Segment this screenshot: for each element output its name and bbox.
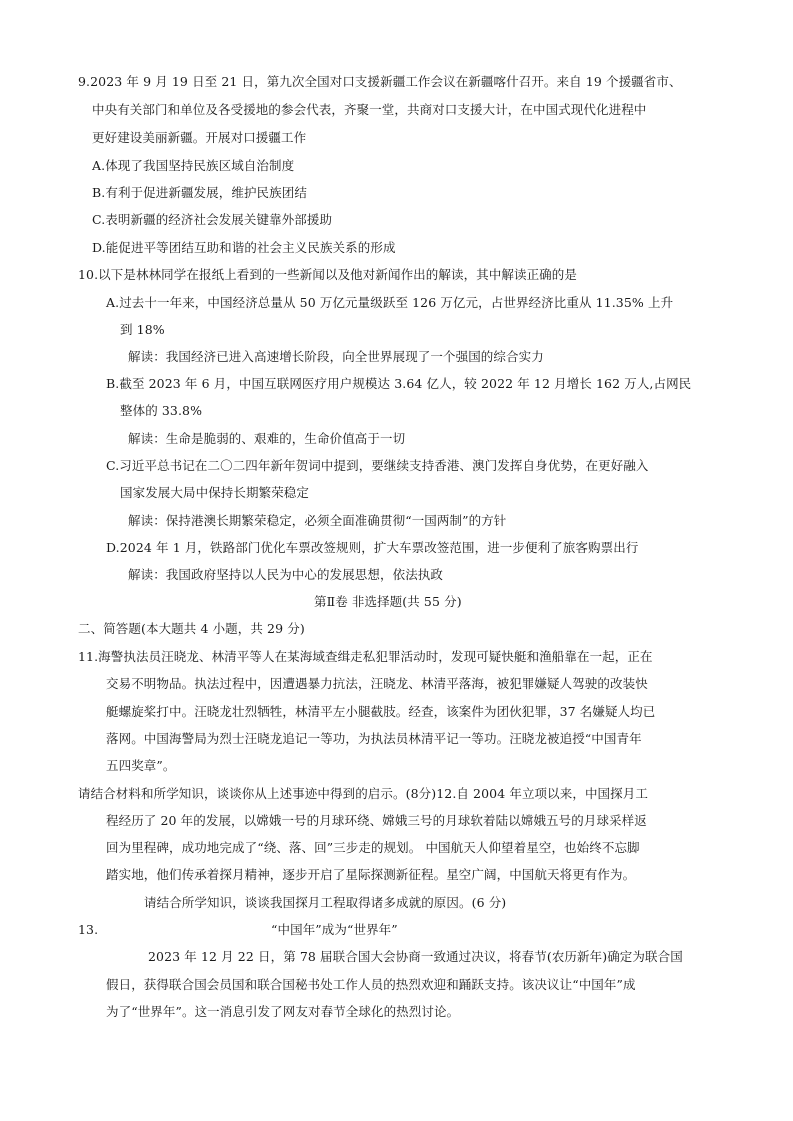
q9-option-c: C.表明新疆的经济社会发展关键靠外部援助	[92, 212, 333, 227]
part2-title: 第Ⅱ卷 非选择题(共 55 分)	[314, 594, 462, 609]
q13-line-2: 假日，获得联合国会员国和联合国秘书处工作人员的热烈欢迎和踊跃支持。该决议让“中国年”成	[106, 977, 636, 992]
q10-option-d: D.2024 年 1 月，铁路部门优化车票改签规则，扩大车票改签范围，进一步便利了旅客购票出行	[106, 540, 639, 555]
q10-option-d-note: 解读：我国政府坚持以人民为中心的发展思想，依法执政	[128, 567, 444, 582]
q12-question: 请结合所学知识，谈谈我国探月工程取得诸多成就的原因。(6 分)	[144, 895, 507, 910]
q9-option-a: A.体现了我国坚持民族区域自治制度	[92, 158, 295, 173]
q10-option-a-line-2: 到 18%	[120, 322, 165, 337]
q13-line-3: 为了“世界年”。这一消息引发了网友对春节全球化的热烈讨论。	[106, 1004, 460, 1019]
q10-option-b-line-1: B.截至 2023 年 6 月，中国互联网医疗用户规模达 3.64 亿人，较 2022 年 12 月增长 162 万人,占网民	[106, 376, 692, 391]
q10-option-c-line-2: 国家发展大局中保持长期繁荣稳定	[120, 485, 310, 500]
q10-option-c-line-1: C.习近平总书记在二〇二四年新年贺词中提到，要继续支持香港、澳门发挥自身优势，在更好融入	[106, 458, 649, 473]
q11-line-2: 交易不明物品。执法过程中，因遭遇暴力抗法，汪晓龙、林清平落海，被犯罪嫌疑人驾驶的改装快	[106, 676, 648, 691]
q10-option-b-line-2: 整体的 33.8%	[120, 403, 203, 418]
q11-line-3: 艇螺旋桨打中。汪晓龙壮烈牺牲，林清平左小腿截肢。经查，该案件为团伙犯罪，37 名嫌疑人均已	[106, 704, 656, 719]
q10-option-a-note: 解读：我国经济已进入高速增长阶段，向全世界展现了一个强国的综合实力	[128, 349, 544, 364]
q9-stem-line-3: 更好建设美丽新疆。开展对口援疆工作	[92, 130, 307, 145]
q11-line-4: 落网。中国海警局为烈士汪晓龙追记一等功，为执法员林清平记一等功。汪晓龙被追授“中国青年	[106, 731, 642, 746]
q13-line-1: 2023 年 12 月 22 日，第 78 届联合国大会协商一致通过决议，将春节(农历新年)确定为联合国	[148, 949, 683, 964]
q9-stem-line-1: 9.2023 年 9 月 19 日至 21 日，第九次全国对口支援新疆工作会议在新疆喀什召开。来自 19 个援疆省市、	[78, 74, 682, 89]
q11-line-1: 11.海警执法员汪晓龙、林清平等人在某海域查缉走私犯罪活动时，发现可疑快艇和渔船靠在一起，正在	[78, 649, 653, 664]
q13-number: 13.	[78, 922, 99, 937]
q11-line-5: 五四奖章”。	[106, 758, 176, 773]
q10-option-c-note: 解读：保持港澳长期繁荣稳定，必须全面准确贯彻“一国两制”的方针	[128, 513, 507, 528]
q10-option-a-line-1: A.过去十一年来，中国经济总量从 50 万亿元量级跃至 126 万亿元，占世界经济比重从 11.35% 上升	[106, 295, 674, 310]
q11-question-q12-start: 请结合材料和所学知识，谈谈你从上述事迹中得到的启示。(8分)12.自 2004 年立项以来，中国探月工	[78, 786, 648, 801]
q12-line-3: 踏实地，他们传承着探月精神，逐步开启了星际探测新征程。星空广阔，中国航天将更有作为。	[106, 867, 636, 882]
q9-stem-line-2: 中央有关部门和单位及各受援地的参会代表，齐聚一堂，共商对口支援大计，在中国式现代化进程中	[92, 102, 647, 117]
q10-stem: 10.以下是林林同学在报纸上看到的一些新闻以及他对新闻作出的解读，其中解读正确的是	[78, 267, 577, 282]
q12-line-2: 回为里程碑，成功地完成了“绕、落、回”三步走的规划。 中国航天人仰望着星空，也始终不忘脚	[106, 840, 640, 855]
q10-option-b-note: 解读：生命是脆弱的、艰难的，生命价值高于一切	[128, 431, 406, 446]
section-heading: 二、简答题(本大题共 4 小题，共 29 分)	[78, 621, 305, 636]
q9-option-d: D.能促进平等团结互助和谐的社会主义民族关系的形成	[92, 240, 396, 255]
q12-line-1: 程经历了 20 年的发展，以嫦娥一号的月球环绕、嫦娥三号的月球软着陆以嫦娥五号的月球采样返	[106, 813, 647, 828]
q9-option-b: B.有利于促进新疆发展，维护民族团结	[92, 185, 307, 200]
q13-title: “中国年”成为“世界年”	[271, 922, 398, 937]
